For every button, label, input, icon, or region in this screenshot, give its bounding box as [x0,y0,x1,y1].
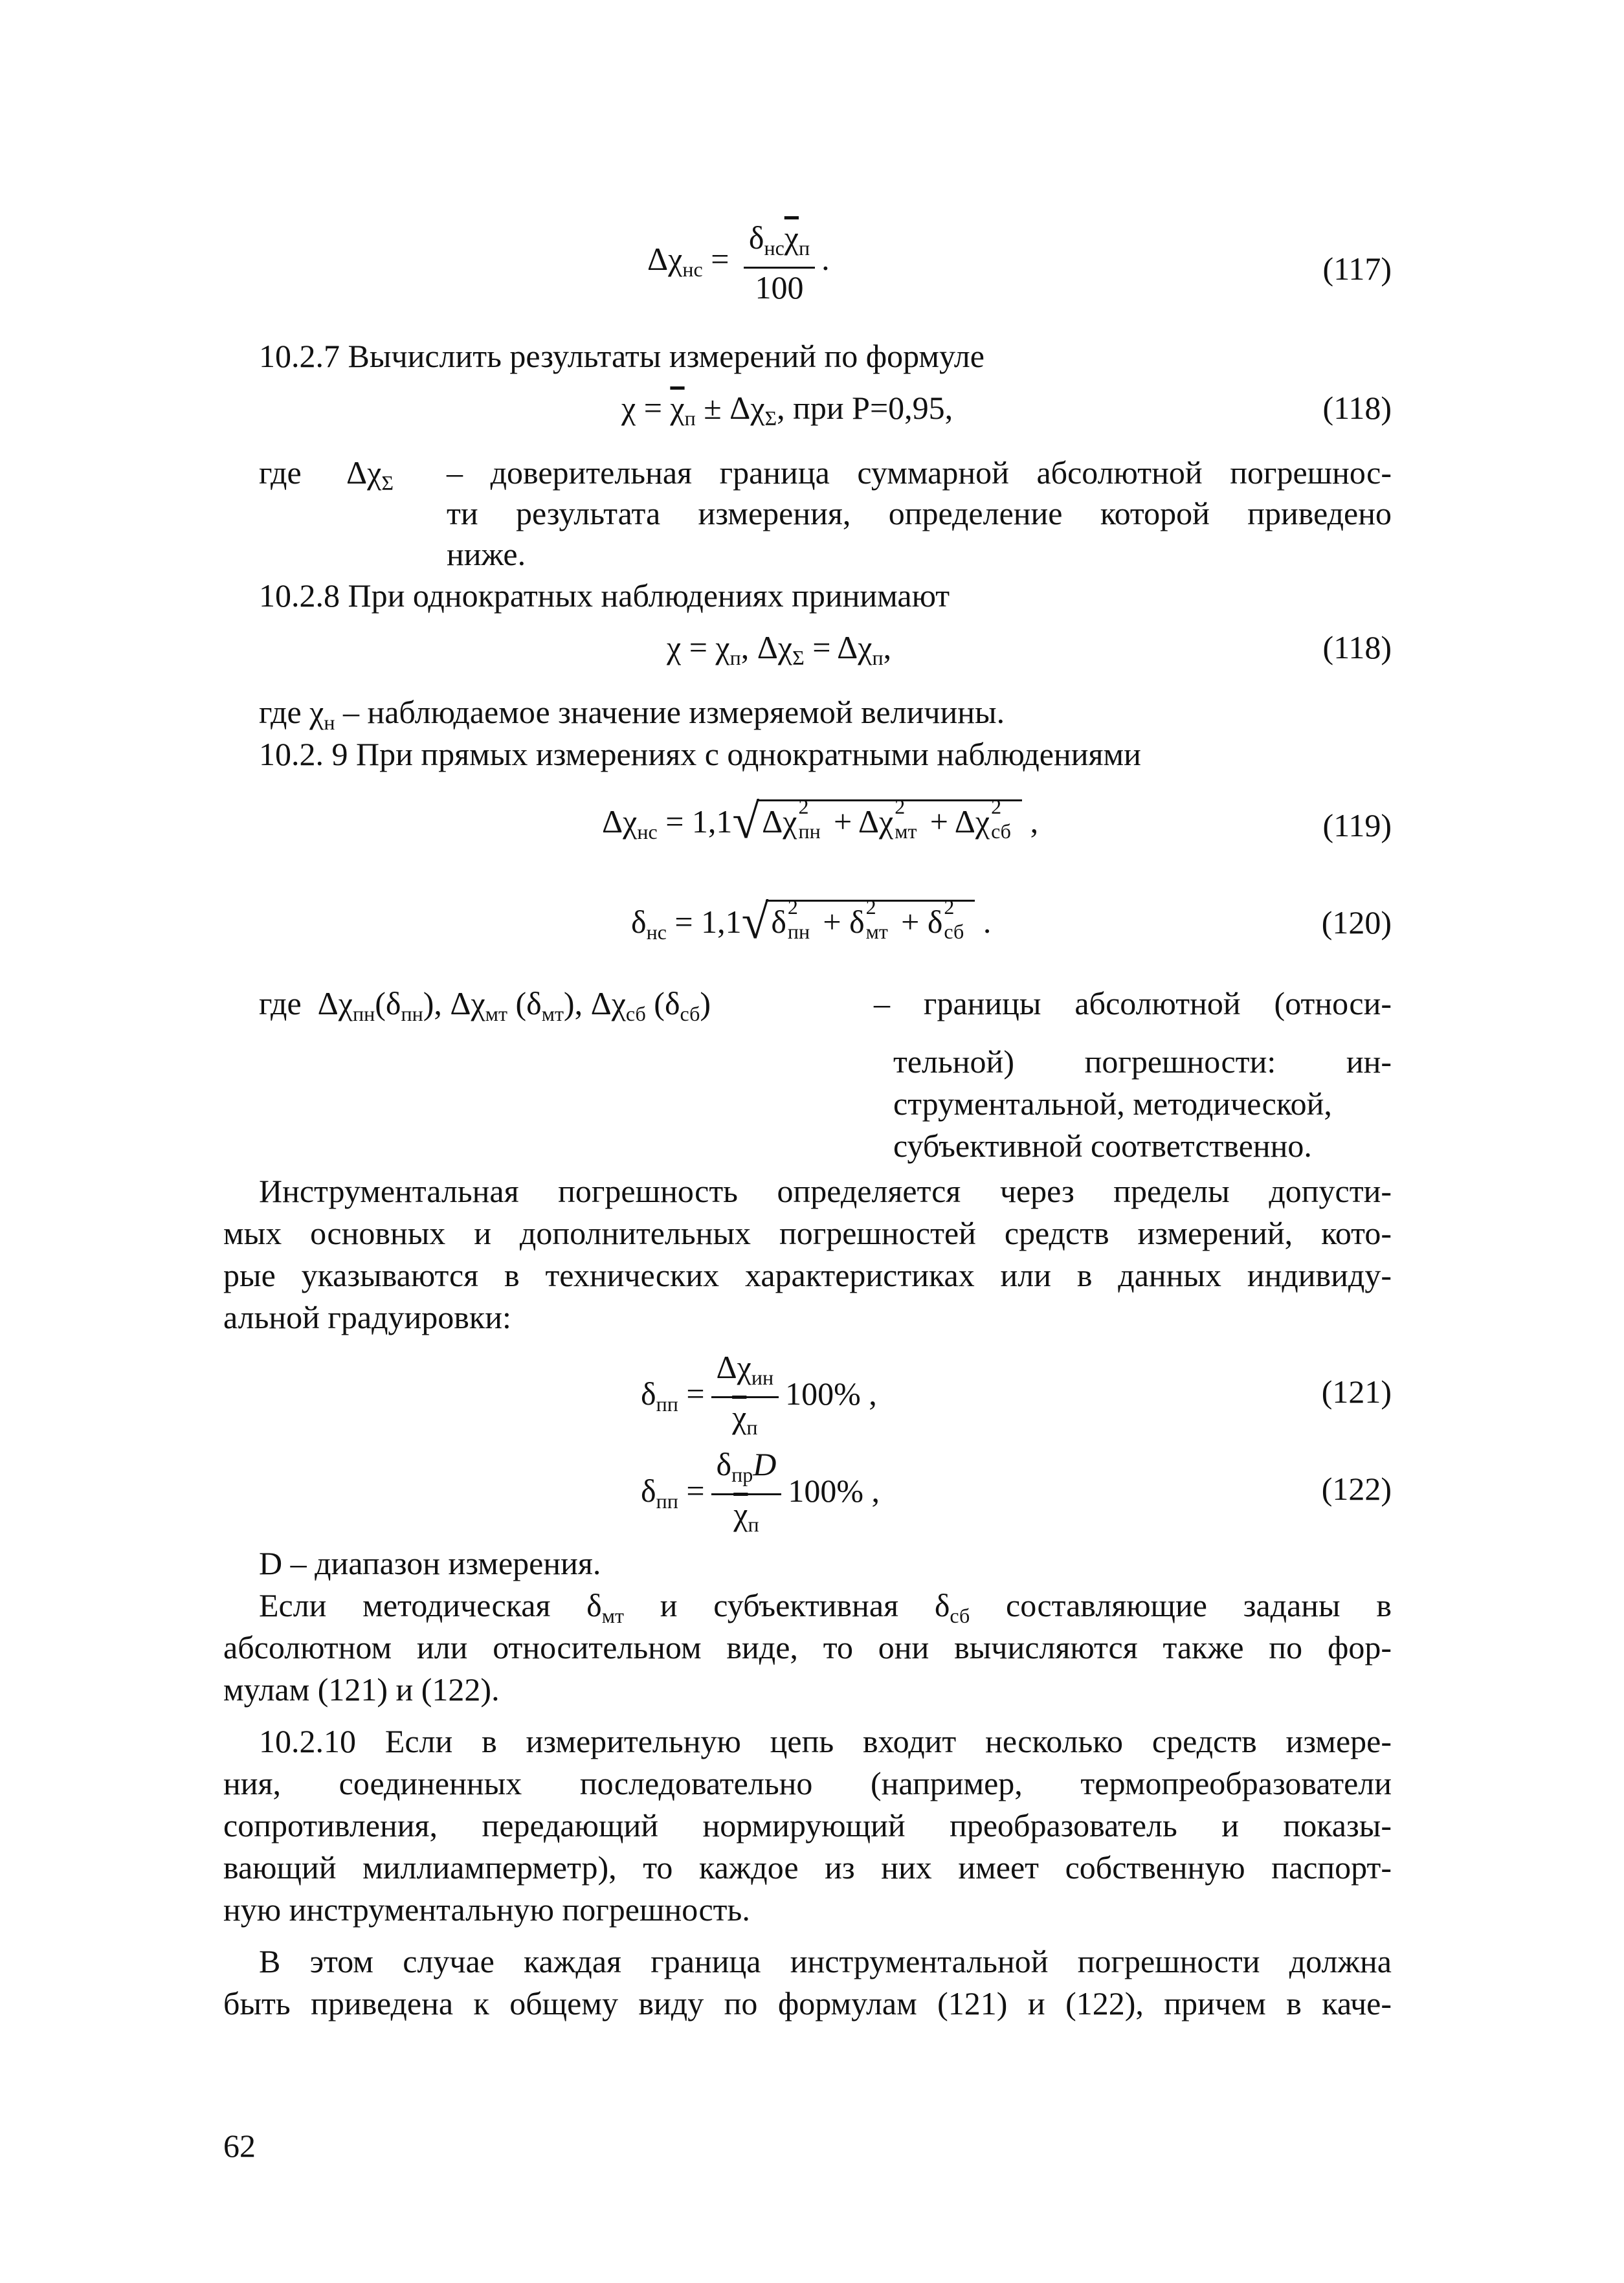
equation-number-118-a: (118) [1322,390,1392,426]
formula-120: $\delta_{нс} = 1,1√\delta$ 2 пн + δ 2 мт + δ 2 сб . [631,895,992,949]
formula-117: $\Delta\chi_{нс}$ = $\frac{\delta_{нс}\overline{\chi}_п}{100}$ . [647,219,830,306]
equation-number-117: (117) [1322,251,1392,287]
paragraph-instrumental-line-3: рые указываются в технических характеристиках или в данных индивиду- [223,1257,1392,1293]
formula-121: $\delta_{пп}$ = $\frac{\Delta\chi_{ин}}{\overline{\chi}_п}$ 100% , [641,1349,877,1439]
where-definition-1-line-3: ниже. [447,536,526,572]
where-definition-3-line-4: субъективной соответственно. [893,1128,1312,1164]
where-2: где $\chi_н$ – наблюдаемое значение измеряемой величины. [259,694,1005,734]
paragraph-10-2-10-line-5: ную инструментальную погрешность. [223,1891,750,1928]
equation-number-121: (121) [1321,1374,1392,1410]
paragraph-instrumental-line-2: мых основных и дополнительных погрешностей средств измерений, кото- [223,1215,1392,1251]
where-definition-1-line-1: – доверительная граница суммарной абсолютной погрешнос- [447,454,1392,491]
paragraph-instrumental-line-1: Инструментальная погрешность определяется через пределы допусти- [259,1173,1392,1209]
formula-118-a: $\chi = \overline{\chi}_п \pm \Delta\chi_\Sigma$, при P=0,95, [621,390,953,430]
equation-number-118-b: (118) [1322,629,1392,665]
paragraph-10-2-10-line-3: сопротивления, передающий нормирующий преобразователь и показы- [223,1807,1392,1843]
paragraph-instrumental-line-4: альной градуировки: [223,1299,511,1335]
equation-number-120: (120) [1321,904,1392,941]
page-number: 62 [223,2128,256,2164]
equation-number-119: (119) [1322,807,1392,843]
where-symbol-1: $\Delta\chi_\Sigma$ [346,454,394,495]
paragraph-methodical-line-3: мулам (121) и (122). [223,1671,500,1708]
formula-118-b: $\chi = \chi_п$, $\Delta\chi_\Sigma = \Delta\chi_п$, [667,629,892,669]
paragraph-10-2-7: 10.2.7 Вычислить результаты измерений по формуле [259,338,984,374]
where-definition-3-line-2: тельной) погрешности: ин- [893,1043,1392,1080]
formula-122: $\delta_{пп}$ = $\frac{\delta_{пр}D}{\overline{\chi}_п}$ 100% , [641,1446,880,1536]
paragraph-methodical-line-1: Если методическая $\delta_{мт}$ и субъективная $\delta_{сб}$ составляющие заданы в [259,1587,1392,1627]
formula-119: $\Delta\chi_{нс} = 1,1√\Delta\chi$ 2 пн + Δχ 2 мт + Δχ 2 сб , [602,794,1039,849]
where-3-symbols: где $\Delta\chi_{пн}(\delta_{пн})$, $\Delta\chi_{мт}$ $(\delta_{мт})$, $\Delta\chi_{сб}$ $(\delta_{сб})$ [259,985,711,1025]
paragraph-10-2-10-line-2: ния, соединенных последовательно (например, термопреобразователи [223,1765,1392,1801]
paragraph-methodical-line-2: абсолютном или относительном виде, то они вычисляются также по фор- [223,1629,1392,1665]
where-definition-3-line-3: струментальной, методической, [893,1086,1332,1122]
where-label-1: где [259,454,302,491]
paragraph-10-2-8: 10.2.8 При однократных наблюдениях принимают [259,577,950,614]
paragraph-10-2-9: 10.2. 9 При прямых измерениях с однократными наблюдениями [259,736,1141,772]
d-range-definition: D – диапазон измерения. [259,1545,601,1581]
equation-number-122: (122) [1321,1471,1392,1507]
where-definition-1-line-2: ти результата измерения, определение которой приведено [447,495,1392,531]
where-definition-3-line-1: – границы абсолютной (относи- [874,985,1392,1021]
paragraph-10-2-10-line-1: 10.2.10 Если в измерительную цепь входит несколько средств измере- [259,1723,1392,1759]
paragraph-last-line-2: быть приведена к общему виду по формулам (121) и (122), причем в каче- [223,1985,1392,2021]
paragraph-last-line-1: В этом случае каждая граница инструментальной погрешности должна [259,1943,1392,1979]
paragraph-10-2-10-line-4: вающий миллиамперметр), то каждое из них имеет собственную паспорт- [223,1849,1392,1886]
